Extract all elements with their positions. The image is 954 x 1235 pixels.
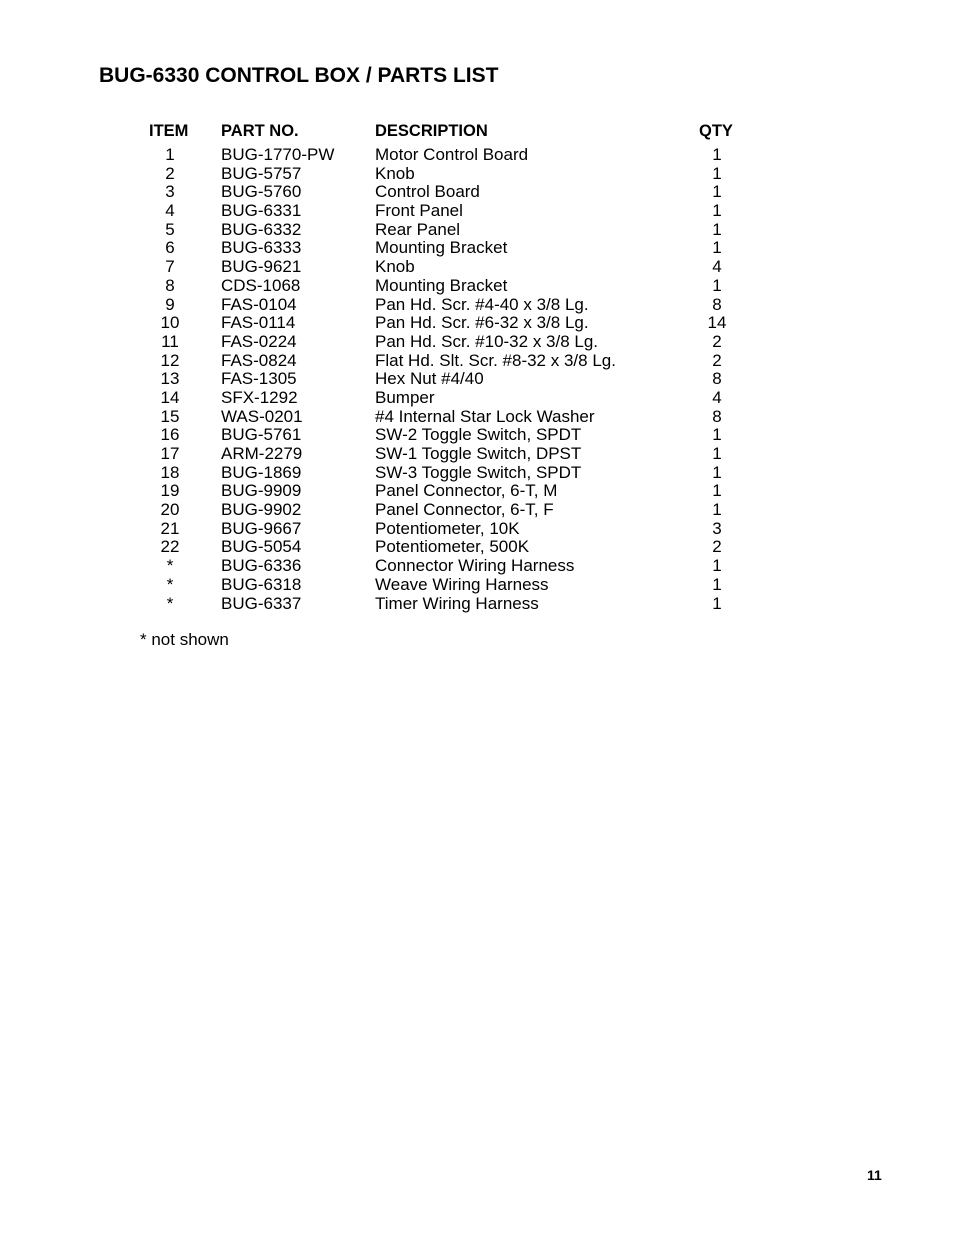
- cell-qty: 1: [712, 574, 722, 594]
- cell-qty: 2: [712, 331, 722, 351]
- cell-part-no: BUG-9909: [221, 481, 302, 501]
- cell-item: 17: [160, 444, 180, 463]
- table-row: [0, 314, 954, 333]
- table-row: [0, 277, 954, 296]
- cell-qty: 2: [712, 350, 722, 370]
- cell-qty: 1: [712, 145, 722, 164]
- table-row: [0, 426, 954, 445]
- cell-item: 15: [160, 406, 180, 426]
- cell-item: 12: [160, 350, 180, 370]
- cell-item: 21: [160, 518, 180, 538]
- cell-item: *: [166, 556, 174, 576]
- cell-part-no: BUG-5760: [221, 182, 302, 202]
- cell-part-no: FAS-0114: [221, 313, 296, 333]
- cell-qty: 8: [712, 406, 722, 426]
- table-row: [0, 482, 954, 501]
- cell-description: Potentiometer, 10K: [375, 518, 520, 538]
- cell-qty: 1: [712, 275, 722, 295]
- cell-description: #4 Internal Star Lock Washer: [375, 406, 595, 426]
- cell-description: Front Panel: [375, 201, 463, 221]
- table-row: [0, 501, 954, 520]
- cell-part-no: BUG-9902: [221, 500, 302, 520]
- page-title: BUG-6330 CONTROL BOX / PARTS LIST: [99, 64, 499, 87]
- cell-item: 2: [165, 163, 175, 183]
- cell-part-no: SFX-1292: [221, 387, 298, 407]
- header-part-no: PART NO.: [221, 122, 299, 140]
- table-row: [0, 408, 954, 427]
- cell-qty: 8: [712, 294, 722, 314]
- cell-description: Flat Hd. Slt. Scr. #8-32 x 3/8 Lg.: [375, 350, 616, 370]
- cell-item: 5: [165, 219, 175, 239]
- cell-qty: 1: [712, 481, 722, 501]
- cell-description: Motor Control Board: [375, 145, 529, 164]
- cell-description: SW-3 Toggle Switch, SPDT: [375, 462, 582, 482]
- cell-qty: 1: [712, 238, 722, 258]
- footnote: * not shown: [140, 630, 229, 649]
- cell-qty: 2: [712, 537, 722, 557]
- table-row: [0, 202, 954, 221]
- table-row: [0, 296, 954, 315]
- cell-part-no: BUG-1770-PW: [221, 145, 335, 164]
- cell-item: 6: [165, 238, 175, 258]
- cell-item: 3: [165, 182, 175, 202]
- cell-part-no: FAS-1305: [221, 369, 297, 389]
- cell-part-no: FAS-0824: [221, 350, 297, 370]
- cell-part-no: BUG-9621: [221, 257, 302, 277]
- cell-item: 16: [160, 425, 180, 445]
- table-row: [0, 352, 954, 371]
- cell-qty: 1: [712, 201, 722, 221]
- cell-part-no: BUG-5054: [221, 537, 302, 557]
- cell-qty: 1: [712, 462, 722, 482]
- cell-qty: 4: [712, 387, 722, 407]
- cell-qty: 3: [712, 518, 722, 538]
- cell-description: Mounting Bracket: [375, 238, 508, 258]
- cell-item: 19: [160, 481, 180, 501]
- table-row: [0, 165, 954, 184]
- cell-part-no: BUG-6332: [221, 219, 302, 239]
- cell-qty: 4: [712, 257, 722, 277]
- page-number: 11: [867, 1167, 882, 1183]
- cell-qty: 1: [712, 593, 722, 613]
- cell-part-no: BUG-5761: [221, 425, 302, 445]
- cell-part-no: BUG-5757: [221, 163, 302, 183]
- table-row: [0, 445, 954, 464]
- cell-description: Panel Connector, 6-T, M: [375, 481, 558, 501]
- table-row: [0, 389, 954, 408]
- cell-description: Pan Hd. Scr. #4-40 x 3/8 Lg.: [375, 294, 589, 314]
- table-row: [0, 576, 954, 595]
- cell-item: 1: [165, 145, 175, 164]
- table-row: [0, 221, 954, 240]
- cell-description: Connector Wiring Harness: [375, 556, 575, 576]
- cell-description: Knob: [375, 257, 415, 277]
- table-row: [0, 520, 954, 539]
- cell-description: Control Board: [375, 182, 480, 202]
- cell-qty: 1: [712, 219, 722, 239]
- cell-part-no: BUG-6337: [221, 593, 302, 613]
- table-row: [0, 557, 954, 576]
- cell-part-no: CDS-1068: [221, 275, 301, 295]
- header-description: DESCRIPTION: [375, 122, 488, 140]
- cell-part-no: BUG-6331: [221, 201, 302, 221]
- header-qty: QTY: [699, 122, 733, 140]
- cell-item: 9: [165, 294, 175, 314]
- cell-part-no: FAS-0224: [221, 331, 297, 351]
- cell-item: 10: [160, 313, 180, 333]
- table-row: [0, 258, 954, 277]
- cell-item: 18: [160, 462, 180, 482]
- cell-qty: 1: [712, 182, 722, 202]
- table-row: [0, 464, 954, 483]
- cell-description: Knob: [375, 163, 415, 183]
- table-row: [0, 239, 954, 258]
- cell-item: 22: [160, 537, 180, 557]
- table-header-row: [0, 120, 954, 146]
- cell-qty: 1: [712, 444, 722, 463]
- cell-description: Pan Hd. Scr. #10-32 x 3/8 Lg.: [375, 331, 599, 351]
- table-row: [0, 146, 954, 165]
- cell-description: Weave Wiring Harness: [375, 574, 549, 594]
- cell-item: 7: [165, 257, 175, 277]
- cell-qty: 1: [712, 163, 722, 183]
- table-row: [0, 595, 954, 614]
- cell-item: 11: [161, 331, 179, 351]
- table-body: [0, 146, 954, 613]
- cell-item: 8: [165, 275, 175, 295]
- cell-part-no: BUG-6318: [221, 574, 302, 594]
- cell-description: Timer Wiring Harness: [375, 593, 539, 613]
- cell-qty: 1: [712, 556, 722, 576]
- cell-part-no: BUG-6336: [221, 556, 302, 576]
- cell-description: Potentiometer, 500K: [375, 537, 530, 557]
- cell-description: SW-1 Toggle Switch, DPST: [375, 444, 582, 463]
- cell-description: Hex Nut #4/40: [375, 369, 484, 389]
- cell-description: Rear Panel: [375, 219, 461, 239]
- cell-item: 14: [160, 387, 180, 407]
- table-row: [0, 370, 954, 389]
- table-row: [0, 183, 954, 202]
- cell-description: Mounting Bracket: [375, 275, 508, 295]
- cell-item: *: [166, 574, 174, 594]
- table-row: [0, 538, 954, 557]
- cell-description: Panel Connector, 6-T, F: [375, 500, 554, 520]
- table-row: [0, 333, 954, 352]
- cell-description: SW-2 Toggle Switch, SPDT: [375, 425, 582, 445]
- cell-qty: 14: [707, 313, 727, 333]
- cell-item: 4: [165, 201, 175, 221]
- cell-description: Pan Hd. Scr. #6-32 x 3/8 Lg.: [375, 313, 589, 333]
- cell-qty: 8: [712, 369, 722, 389]
- cell-qty: 1: [712, 500, 722, 520]
- cell-qty: 1: [712, 425, 722, 445]
- cell-item: 13: [160, 369, 180, 389]
- cell-item: *: [166, 593, 174, 613]
- cell-description: Bumper: [375, 387, 435, 407]
- cell-part-no: BUG-1869: [221, 462, 302, 482]
- parts-table: [0, 120, 954, 613]
- cell-part-no: WAS-0201: [221, 406, 303, 426]
- cell-part-no: BUG-6333: [221, 238, 302, 258]
- cell-part-no: FAS-0104: [221, 294, 297, 314]
- cell-item: 20: [160, 500, 180, 520]
- header-item: ITEM: [149, 122, 189, 140]
- cell-part-no: ARM-2279: [221, 444, 303, 463]
- cell-part-no: BUG-9667: [221, 518, 302, 538]
